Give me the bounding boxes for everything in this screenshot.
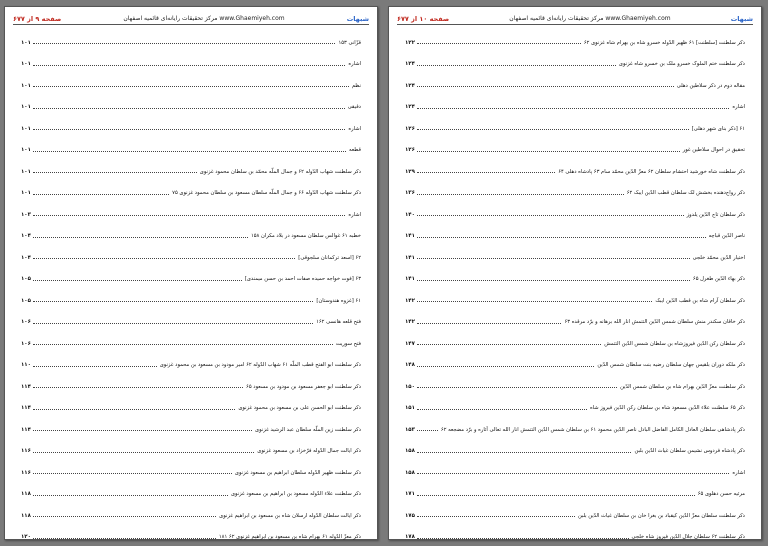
page-number: صفحه ۱۰ از ۶۷۷ — [397, 14, 450, 23]
toc-entry-title: ذکر سلطنت زین الملّه سلطان عبد الرشید غزنوی — [255, 426, 361, 433]
toc-entry-title: [فوت خواجه حمیده صفات احمد بن حسن میمندی] ۶۳ — [244, 276, 361, 283]
toc-entry[interactable] — [405, 290, 745, 312]
dot-leader — [33, 172, 197, 173]
dot-leader — [417, 301, 653, 302]
dot-leader — [417, 452, 632, 453]
toc-entry[interactable] — [405, 398, 745, 420]
toc-entry-page: ۱۰۱ — [21, 104, 31, 111]
toc-entry[interactable] — [21, 54, 361, 76]
dot-leader — [417, 323, 562, 324]
dot-leader — [33, 237, 248, 238]
toc-entry[interactable] — [405, 54, 745, 76]
dot-leader — [417, 43, 581, 44]
toc-entry-page: ۱۰۱ — [21, 82, 31, 89]
toc-entry-title: ذکر سلطنت [سلطنت] ۶۱ ظهیر الدّوله خسرو شاه بن بهرام شاه غزنوی ۶۲ — [583, 39, 745, 46]
toc-entry-page: ۱۲۶ — [405, 125, 415, 132]
toc-entry-title: ذکر سلطنت ختم الملوک خسرو ملک بن خسرو شاه غزنوی — [618, 61, 745, 68]
toc-entry-title: ذکر معزّ الدّوله ۶۱ بهرام شاه بن مسعود بن ابراهیم غزنوی ۶۲ ۱۸۱ — [218, 534, 361, 541]
toc-entry-title: تحقیق در احوال سلاطین غور — [682, 147, 745, 154]
toc-entry[interactable] — [21, 226, 361, 248]
dot-leader — [417, 387, 617, 388]
dot-leader — [417, 194, 624, 195]
toc-entry-page: ۱۴۷ — [405, 340, 415, 347]
toc-entry[interactable] — [21, 462, 361, 484]
toc-entry[interactable] — [405, 527, 745, 546]
toc-entry[interactable] — [21, 161, 361, 183]
toc-entry-page: ۱۷۸ — [405, 534, 415, 541]
dot-leader — [417, 108, 730, 109]
toc-entry-page: ۱۲۴ — [405, 82, 415, 89]
toc-entry[interactable] — [21, 204, 361, 226]
page-header — [397, 13, 753, 25]
toc-entry-title: اشاره — [348, 211, 361, 218]
dot-leader — [417, 430, 438, 431]
dot-leader — [33, 129, 346, 130]
toc-entry-title: ذکر سلطان رکن الدّین فیروزشاه بن سلطان شمس الدّین التتمش — [604, 340, 745, 347]
toc-entry-title: ذکر سلطنت ابو الحسن علی بن مسعود بن محمود غزنوی — [238, 405, 361, 412]
toc-entry[interactable] — [405, 75, 745, 97]
dot-leader — [417, 129, 689, 130]
toc-entry[interactable] — [21, 97, 361, 119]
dot-leader — [33, 215, 346, 216]
toc-entry[interactable] — [21, 484, 361, 506]
toc-entry-page: ۱۵۸ — [405, 469, 415, 476]
dot-leader — [417, 237, 706, 238]
toc-list — [21, 32, 361, 546]
toc-entry[interactable] — [21, 376, 361, 398]
toc-entry-title: مرثیه حسن دهلوی ۶۵ — [697, 491, 745, 498]
dot-leader — [417, 495, 695, 496]
toc-entry-title: قزّانی ۱۵۳ — [338, 39, 361, 46]
toc-entry-page: ۱۲۴ — [405, 104, 415, 111]
toc-entry-title: ذکر سلطنت ابو جعفر مسعود بن مودود بن مسعود ۶۵ — [246, 383, 361, 390]
toc-entry-page: ۱۱۴ — [21, 383, 31, 390]
toc-entry-title: ذکر سلطنت ۶۲ سلطان جلال الدّین فیروز شاه خلجی — [631, 534, 745, 541]
dot-leader — [33, 344, 333, 345]
dot-leader — [33, 86, 349, 87]
dot-leader — [33, 366, 157, 367]
dot-leader — [33, 65, 346, 66]
toc-entry[interactable] — [21, 118, 361, 140]
toc-entry-title: ذکر سلطنت شهاب الدّوله ۶۶ و جمال الملّه سلطان مسعود بن سلطان محمود غزنوی ۷۵ — [172, 190, 361, 197]
toc-entry-title: خطبه ۶۱ غوالس سلطان مسعود در بلاد مکران ۱۵۸ — [250, 233, 361, 240]
toc-entry-page: ۱۱۰ — [21, 362, 31, 369]
toc-entry[interactable] — [21, 355, 361, 377]
toc-entry[interactable] — [21, 312, 361, 334]
toc-entry-title: ذکر سلطان تاج الدّین یلدوز — [686, 211, 745, 218]
toc-entry-title: اختیار الدّین محمّد خلجی — [692, 254, 745, 261]
toc-entry-title: ذکر رواج‌دهنده بخشش لک سلطان قطب الدّین ایبک ۶۲ — [626, 190, 745, 197]
toc-entry-page: ۱۱۴ — [21, 426, 31, 433]
toc-entry-page: ۱۰۱ — [21, 39, 31, 46]
toc-entry-page: ۱۲۰ — [21, 534, 31, 541]
toc-entry[interactable] — [405, 441, 745, 463]
toc-entry-page: ۱۱۶ — [21, 448, 31, 455]
dot-leader — [417, 280, 690, 281]
toc-entry-page: ۱۲۴ — [405, 61, 415, 68]
dot-leader — [417, 215, 684, 216]
toc-entry-page: ۱۷۵ — [405, 512, 415, 519]
toc-entry[interactable] — [21, 32, 361, 54]
dot-leader — [33, 516, 216, 517]
toc-entry-title: ناصر الدّین قباچه — [708, 233, 745, 240]
dot-leader — [33, 43, 336, 44]
toc-entry-title: [غزوه هندوستان] ۶۱ — [316, 297, 361, 304]
toc-entry-title: اشاره — [732, 104, 745, 111]
toc-entry[interactable] — [21, 527, 361, 546]
toc-entry-page: ۱۵۱ — [405, 405, 415, 412]
dot-leader — [33, 387, 243, 388]
dot-leader — [33, 452, 254, 453]
toc-entry-page: ۱۴۲ — [405, 297, 415, 304]
toc-list — [405, 32, 745, 546]
dot-leader — [33, 323, 313, 324]
toc-entry-title: ذکر سلطنت معزّ الدّین بهرام شاه بن سلطان شمس الدّین — [620, 383, 745, 390]
toc-entry[interactable] — [21, 398, 361, 420]
toc-entry-page: ۱۰۶ — [21, 340, 31, 347]
dot-leader — [33, 258, 295, 259]
toc-entry[interactable] — [21, 269, 361, 291]
toc-entry[interactable] — [405, 97, 745, 119]
toc-entry[interactable] — [405, 140, 745, 162]
toc-entry-page: ۱۰۶ — [21, 319, 31, 326]
toc-entry-title: قطعه — [348, 147, 361, 154]
toc-entry[interactable] — [405, 484, 745, 506]
toc-entry-page: ۱۲۶ — [405, 147, 415, 154]
page-header — [13, 13, 369, 25]
toc-entry-title: اشاره — [732, 469, 745, 476]
toc-entry-page: ۱۰۴ — [21, 233, 31, 240]
dot-leader — [417, 409, 587, 410]
toc-entry-page: ۱۴۱ — [405, 254, 415, 261]
toc-entry-page: ۱۵۸ — [405, 448, 415, 455]
toc-entry[interactable] — [21, 247, 361, 269]
dot-leader — [417, 538, 629, 539]
toc-entry[interactable] — [405, 376, 745, 398]
site-brand: شبهات — [730, 14, 753, 23]
right-page — [388, 6, 762, 540]
toc-entry-page: ۱۴۰ — [405, 211, 415, 218]
toc-entry-title: ذکر سلطنت ابو الفتح قطب الملّه ۶۱ شهاب الدّوله ۶۲ امیر مودود بن مسعود بن محمود غزنوی — [159, 362, 361, 369]
toc-entry[interactable] — [405, 161, 745, 183]
toc-entry-title: اشاره — [348, 61, 361, 68]
toc-entry[interactable] — [21, 140, 361, 162]
page-number: صفحه ۹ از ۶۷۷ — [13, 14, 62, 23]
toc-entry-title: ذکر ۶۵ سلطنت علاء الدّین مسعود شاه بن سلطان رکن الدّین فیروز شاه — [589, 405, 745, 412]
toc-entry-title: ذکر ایالت جمال الدّوله فرّخزاد بن مسعود غزنوی — [257, 448, 361, 455]
dot-leader — [33, 280, 242, 281]
toc-entry-page: ۱۰۴ — [21, 254, 31, 261]
dot-leader — [33, 108, 345, 109]
toc-entry-page: ۱۱۴ — [21, 405, 31, 412]
toc-entry-page: ۱۰۱ — [21, 168, 31, 175]
toc-entry-page: ۱۰۱ — [21, 61, 31, 68]
dot-leader — [33, 194, 169, 195]
toc-entry-page: ۱۴۱ — [405, 233, 415, 240]
dot-leader — [33, 495, 228, 496]
toc-entry[interactable] — [21, 441, 361, 463]
toc-entry-page: ۱۰۱ — [21, 147, 31, 154]
dot-leader — [417, 86, 674, 87]
toc-entry-page: ۱۵۰ — [405, 383, 415, 390]
toc-entry[interactable] — [405, 183, 745, 205]
toc-entry-title: [اسعد ترکمانان سلجوقی] ۶۲ — [298, 254, 361, 261]
dot-leader — [417, 172, 555, 173]
toc-entry-page: ۱۵۳ — [405, 426, 415, 433]
toc-entry[interactable] — [405, 312, 745, 334]
toc-entry-page: ۱۲۲ — [405, 39, 415, 46]
toc-entry-page: ۱۴۲ — [405, 319, 415, 326]
toc-entry[interactable] — [21, 505, 361, 527]
toc-entry[interactable] — [405, 333, 745, 355]
toc-entry[interactable] — [405, 505, 745, 527]
toc-entry-title: دقیقی — [347, 104, 361, 111]
toc-entry[interactable] — [405, 32, 745, 54]
toc-entry-page: ۱۱۸ — [21, 491, 31, 498]
toc-entry-title: اشاره — [348, 125, 361, 132]
toc-entry[interactable] — [21, 183, 361, 205]
toc-entry-title: ذکر بهاء الدّین طغرل ۶۵ — [692, 276, 745, 283]
toc-entry[interactable] — [21, 419, 361, 441]
dot-leader — [33, 151, 346, 152]
toc-entry-title: ذکر سلطان آرام شاه بن قطب الدّین ایبک — [655, 297, 745, 304]
dot-leader — [33, 538, 216, 539]
toc-entry-page: ۱۰۱ — [21, 190, 31, 197]
toc-entry-title: ذکر خاقان سکندر منش سلطان شمس الدّین التتمش انار الله برهانه و برّد مرقده ۶۳ — [564, 319, 745, 326]
toc-entry[interactable] — [405, 247, 745, 269]
toc-entry[interactable] — [405, 226, 745, 248]
toc-entry-title: ذکر سلطنت شاه خورشید احتشام سلطان ۶۲ معزّ الدّین محمّد سام ۶۳ پادشاه دهلی ۶۴ — [558, 168, 745, 175]
site-brand: شبهات — [346, 14, 369, 23]
toc-entry-title: ذکر سلطنت ظهیر الدّوله سلطان ابراهیم بن مسعود غزنوی — [234, 469, 361, 476]
dot-leader — [33, 473, 232, 474]
toc-entry-page: ۱۱۶ — [21, 469, 31, 476]
toc-entry[interactable] — [405, 419, 745, 441]
toc-entry-title: [ذکر بنای شهر دهلی] ۶۱ — [691, 125, 745, 132]
dot-leader — [33, 301, 314, 302]
dot-leader — [417, 65, 616, 66]
toc-entry[interactable] — [405, 355, 745, 377]
toc-entry-title: فتح قلعه هانسی ۱۶۲ — [316, 319, 361, 326]
toc-entry[interactable] — [21, 333, 361, 355]
dot-leader — [33, 409, 235, 410]
toc-entry[interactable] — [21, 290, 361, 312]
toc-entry-page: ۱۴۸ — [405, 362, 415, 369]
toc-entry-title: ذکر ایالت سلطان الدّوله ارسلان شاه بن مسعود بن ابراهیم غزنوی — [219, 512, 361, 519]
toc-entry[interactable] — [405, 462, 745, 484]
toc-entry-title: مقاله دوم در ذکر سلاطین دهلی — [676, 82, 745, 89]
left-page — [4, 6, 378, 540]
toc-entry-title: ذکر پادشاه فردوس نشیمن سلطان غیاث الدّین بلبن — [634, 448, 745, 455]
toc-entry-page: ۱۰۵ — [21, 297, 31, 304]
toc-entry-page: ۱۴۱ — [405, 276, 415, 283]
toc-entry[interactable] — [405, 269, 745, 291]
toc-entry[interactable] — [405, 204, 745, 226]
dot-leader — [417, 344, 601, 345]
toc-entry-page: ۱۳۶ — [405, 190, 415, 197]
toc-entry-title: فتح سوریت — [335, 340, 361, 347]
dot-leader — [33, 430, 252, 431]
header-center-text: مرکز تحقیقات رایانه‌ای قائمیه اصفهان www.Ghaemiyeh.com — [123, 15, 285, 22]
toc-entry[interactable] — [21, 75, 361, 97]
toc-entry-title: ذکر سلطنت شهاب الدّوله ۶۲ و جمال الملّه محمّد بن سلطان محمود غزنوی — [199, 168, 361, 175]
dot-leader — [417, 258, 690, 259]
toc-entry-title: ذکر پادشاهی سلطان العادل الکامل الفاضل الباذل ناصر الدّین محمود ۶۱ بن سلطان شمس الدّین التتمش انار الله تعالی آثاره و برّد مضجعه ۶۲ — [440, 426, 745, 433]
dot-leader — [417, 473, 730, 474]
toc-entry-title: نظم — [351, 82, 361, 89]
header-center-text: مرکز تحقیقات رایانه‌ای قائمیه اصفهان www.Ghaemiyeh.com — [509, 15, 671, 22]
toc-entry-page: ۱۲۹ — [405, 168, 415, 175]
toc-entry-title: ذکر ملکه دوران بلقیس جهان سلطان رضیه بنت سلطان شمس الدّین — [597, 362, 745, 369]
toc-entry-page: ۱۰۵ — [21, 276, 31, 283]
dot-leader — [417, 366, 594, 367]
toc-entry-page: ۱۰۳ — [21, 211, 31, 218]
toc-entry[interactable] — [405, 118, 745, 140]
toc-entry-title: ذکر سلطنت سلطان معزّ الدّین کیقباد بن بغرا خان بن سلطان غیاث الدّین بلبن — [577, 512, 745, 519]
dot-leader — [417, 516, 575, 517]
toc-entry-page: ۱۰۱ — [21, 125, 31, 132]
dot-leader — [417, 151, 680, 152]
toc-entry-page: ۱۷۱ — [405, 491, 415, 498]
toc-entry-page: ۱۱۸ — [21, 512, 31, 519]
toc-entry-title: ذکر سلطنت علاء الدّوله مسعود بن ابراهیم بن مسعود غزنوی — [231, 491, 361, 498]
